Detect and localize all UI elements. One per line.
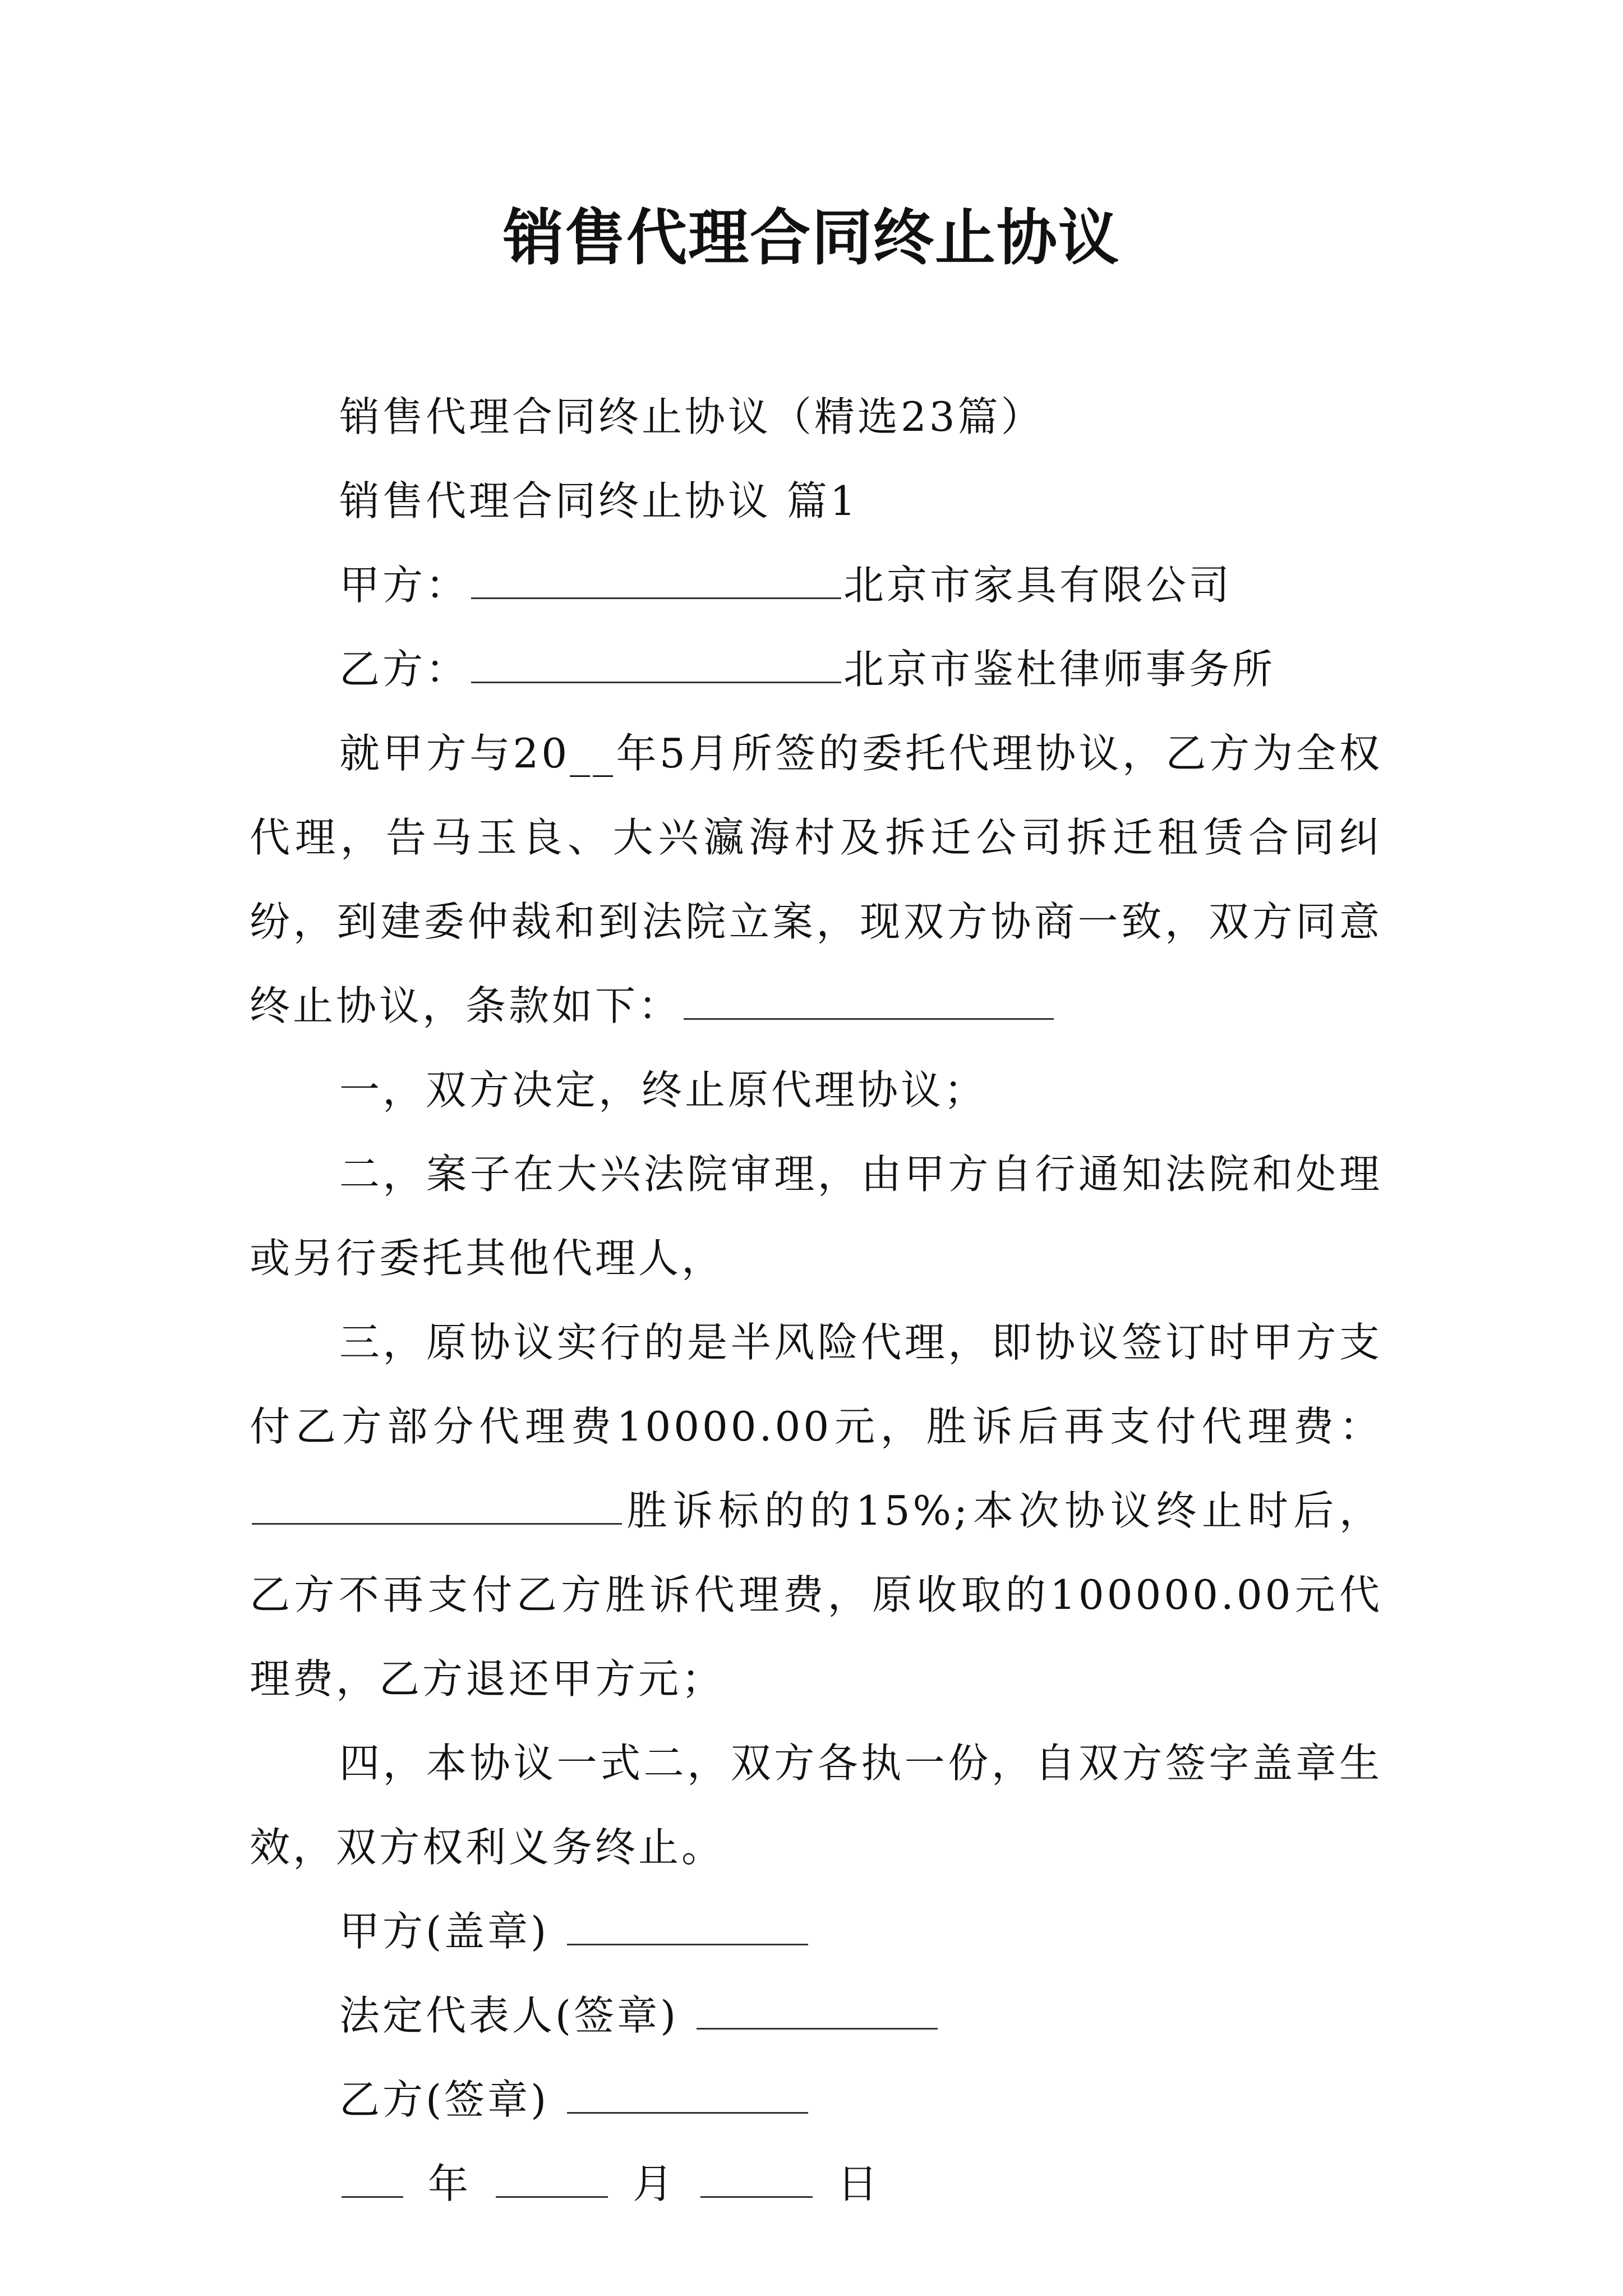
intro-blank bbox=[684, 986, 1054, 1020]
signature-legal-rep: 法定代表人(签章) bbox=[250, 1973, 1382, 2058]
date-year-label: 年 bbox=[428, 2160, 472, 2207]
date-month-label: 月 bbox=[633, 2160, 676, 2207]
section-heading: 销售代理合同终止协议 篇1 bbox=[339, 477, 859, 524]
subtitle: 销售代理合同终止协议（精选23篇） bbox=[339, 393, 1044, 440]
date-line bbox=[250, 2142, 1382, 2226]
clause-3: 三，原协议实行的是半风险代理，即协议签订时甲方支付乙方部分代理费10000.00元，胜诉后再支付代理费：胜诉标的的15%;本次协议终止时后，乙方不再支付乙方胜诉代理费，原收取的100000.00元代理费，乙方退还甲方元； bbox=[250, 1319, 1382, 1703]
signature-party-a: 甲方(盖章) bbox=[250, 1889, 1382, 1973]
signature-party-b-blank bbox=[567, 2079, 808, 2114]
signature-party-a-blank bbox=[567, 1911, 808, 1945]
date-month-blank bbox=[496, 2164, 608, 2198]
date-year-blank bbox=[342, 2164, 403, 2198]
date-day-blank bbox=[700, 2164, 813, 2198]
party-a-name: 北京市家具有限公司 bbox=[843, 562, 1233, 609]
party-a-line bbox=[250, 543, 1382, 627]
clause-1: 一，双方决定，终止原代理协议； bbox=[339, 1066, 988, 1114]
party-a-label: 甲方： bbox=[339, 562, 469, 609]
document-body bbox=[250, 375, 1382, 2226]
signature-legal-rep-blank bbox=[697, 1995, 938, 2030]
signature-party-b: 乙方(签章) bbox=[250, 2058, 1382, 2142]
intro-paragraph: 就甲方与20__年5月所签的委托代理协议，乙方为全权代理，告马玉良、大兴瀛海村及拆迁公司拆迁租赁合同纠纷，到建委仲裁和到法院立案，现双方协商一致，双方同意终止协议，条款如下： bbox=[250, 730, 1382, 1029]
party-b-label: 乙方： bbox=[339, 646, 469, 693]
clause-2: 二，案子在大兴法院审理，由甲方自行通知法院和处理或另行委托其他代理人， bbox=[250, 1151, 1382, 1282]
party-b-line bbox=[250, 627, 1382, 711]
clause-4: 四，本协议一式二，双方各执一份，自双方签字盖章生效，双方权利义务终止。 bbox=[250, 1740, 1382, 1871]
clause-3-blank bbox=[252, 1490, 622, 1525]
party-a-blank bbox=[471, 565, 841, 599]
date-day-label: 日 bbox=[837, 2160, 881, 2207]
document-title: 销售代理合同终止协议 bbox=[502, 203, 1120, 273]
party-b-name: 北京市鉴杜律师事务所 bbox=[843, 646, 1276, 693]
party-b-blank bbox=[471, 649, 841, 683]
